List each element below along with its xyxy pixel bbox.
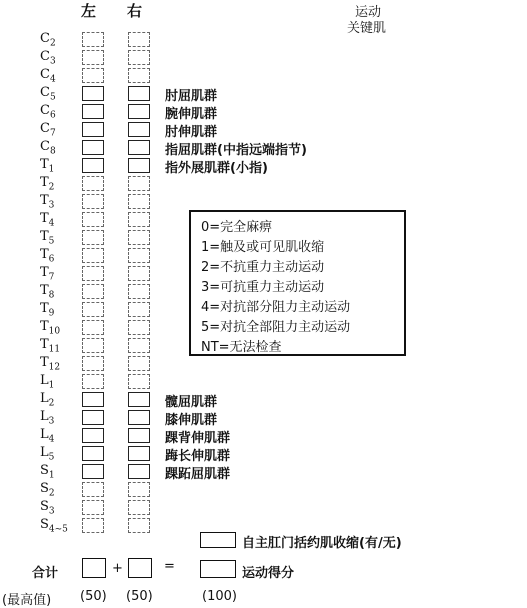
right-grade-box: [128, 338, 150, 353]
left-grade-box[interactable]: [82, 464, 104, 479]
right-grade-box[interactable]: [128, 140, 150, 155]
segment-number: 6: [48, 254, 55, 265]
segment-letter: T: [40, 193, 49, 208]
right-grade-box: [128, 230, 150, 245]
key-muscle-label: 踝跖屈肌群: [165, 467, 231, 482]
right-grade-box: [128, 212, 150, 227]
segment-number: 7: [48, 272, 55, 283]
segment-number: 5: [48, 452, 55, 463]
key-muscle-label: 膝伸肌群: [165, 413, 218, 428]
left-grade-box[interactable]: [82, 392, 104, 407]
left-grade-box: [82, 194, 104, 209]
right-total-box[interactable]: [128, 558, 152, 578]
left-grade-box: [82, 500, 104, 515]
segment-number: 4: [48, 218, 55, 229]
motor-score-box[interactable]: [200, 560, 236, 578]
left-grade-box[interactable]: [82, 446, 104, 461]
left-grade-box: [82, 338, 104, 353]
right-grade-box: [128, 266, 150, 281]
right-grade-box: [128, 374, 150, 389]
segment-letter: T: [40, 157, 49, 172]
key-muscle-label: 指屈肌群(中指远端指节): [165, 143, 307, 158]
segment-number: 8: [48, 290, 55, 301]
segment-letter: C: [40, 67, 50, 82]
left-grade-box: [82, 482, 104, 497]
left-grade-box[interactable]: [82, 410, 104, 425]
segment-letter: T: [40, 301, 49, 316]
segment-letter: S: [40, 517, 49, 532]
left-grade-box[interactable]: [82, 140, 104, 155]
right-grade-box: [128, 482, 150, 497]
segment-number: 3: [49, 56, 56, 67]
right-grade-box: [128, 302, 150, 317]
segment-number: 1: [48, 470, 55, 481]
left-grade-box: [82, 68, 104, 83]
header-key-muscles: 关键肌: [347, 21, 387, 36]
right-grade-box[interactable]: [128, 428, 150, 443]
right-grade-box[interactable]: [128, 122, 150, 137]
key-muscle-label: 髋屈肌群: [165, 395, 218, 410]
key-muscle-label: 肘伸肌群: [165, 125, 218, 140]
segment-number: 3: [48, 416, 55, 427]
segment-letter: T: [40, 355, 49, 370]
segment-number: 1: [48, 164, 55, 175]
right-grade-box: [128, 68, 150, 83]
key-muscle-label: 踝背伸肌群: [165, 431, 231, 446]
legend-item: 1=触及或可见肌收缩: [201, 240, 325, 255]
segment-number: 4: [49, 74, 56, 85]
motor-score-label: 运动得分: [242, 566, 295, 581]
segment-number: 1: [48, 380, 55, 391]
right-grade-box[interactable]: [128, 158, 150, 173]
segment-letter: L: [40, 427, 49, 442]
left-grade-box[interactable]: [82, 104, 104, 119]
right-grade-box[interactable]: [128, 446, 150, 461]
legend-item: NT=无法检查: [201, 340, 282, 355]
equals-sign: =: [164, 559, 175, 574]
left-grade-box[interactable]: [82, 428, 104, 443]
segment-number: 4~5: [48, 524, 68, 535]
left-grade-box: [82, 248, 104, 263]
left-grade-box: [82, 518, 104, 533]
left-grade-box[interactable]: [82, 158, 104, 173]
segment-letter: C: [40, 31, 50, 46]
key-muscle-label: 腕伸肌群: [165, 107, 218, 122]
segment-number: 12: [48, 362, 61, 373]
left-grade-box: [82, 32, 104, 47]
segment-number: 8: [49, 146, 56, 157]
legend-item: 0=完全麻痹: [201, 220, 273, 235]
anal-contraction-label: 自主肛门括约肌收缩(有/无): [242, 536, 402, 551]
plus-sign: +: [112, 561, 123, 576]
segment-letter: S: [40, 463, 49, 478]
segment-letter: T: [40, 211, 49, 226]
max-right: (50): [126, 589, 153, 604]
left-grade-box: [82, 176, 104, 191]
segment-number: 3: [48, 200, 55, 211]
right-grade-box[interactable]: [128, 104, 150, 119]
right-grade-box: [128, 194, 150, 209]
right-grade-box: [128, 284, 150, 299]
segment-letter: T: [40, 265, 49, 280]
segment-number: 2: [48, 488, 55, 499]
left-grade-box: [82, 230, 104, 245]
segment-number: 9: [48, 308, 55, 319]
segment-letter: T: [40, 283, 49, 298]
left-grade-box[interactable]: [82, 122, 104, 137]
segment-number: 4: [48, 434, 55, 445]
right-grade-box[interactable]: [128, 86, 150, 101]
right-grade-box: [128, 176, 150, 191]
header-left: 左: [81, 2, 98, 20]
segment-letter: C: [40, 139, 50, 154]
segment-number: 11: [48, 344, 61, 355]
max-total: (100): [202, 589, 237, 604]
legend-item: 2=不抗重力主动运动: [201, 260, 325, 275]
segment-letter: L: [40, 373, 49, 388]
left-grade-box[interactable]: [82, 86, 104, 101]
segment-letter: C: [40, 49, 50, 64]
segment-number: 3: [48, 506, 55, 517]
segment-letter: T: [40, 337, 49, 352]
key-muscle-label: 肘屈肌群: [165, 89, 218, 104]
total-label: 合计: [32, 566, 59, 581]
segment-letter: T: [40, 229, 49, 244]
right-grade-box: [128, 500, 150, 515]
left-grade-box: [82, 212, 104, 227]
left-grade-box: [82, 266, 104, 281]
legend-item: 5=对抗全部阻力主动运动: [201, 320, 351, 335]
max-left: (50): [80, 589, 107, 604]
right-grade-box: [128, 32, 150, 47]
segment-label: [40, 516, 76, 539]
anal-contraction-box[interactable]: [200, 532, 236, 548]
right-grade-box: [128, 518, 150, 533]
segment-number: 2: [49, 38, 56, 49]
right-grade-box[interactable]: [128, 410, 150, 425]
right-grade-box: [128, 320, 150, 335]
segment-letter: S: [40, 499, 49, 514]
left-grade-box: [82, 284, 104, 299]
segment-letter: T: [40, 175, 49, 190]
segment-number: 7: [49, 128, 56, 139]
segment-number: 5: [49, 92, 56, 103]
segment-number: 6: [49, 110, 56, 121]
key-muscle-label: 踇长伸肌群: [165, 449, 231, 464]
segment-letter: L: [40, 391, 49, 406]
max-label: (最高值): [2, 593, 52, 608]
left-grade-box: [82, 374, 104, 389]
left-grade-box: [82, 50, 104, 65]
legend-item: 3=可抗重力主动运动: [201, 280, 325, 295]
grade-legend: [189, 210, 406, 356]
segment-letter: C: [40, 103, 50, 118]
segment-letter: L: [40, 445, 49, 460]
segment-number: 2: [48, 182, 55, 193]
right-grade-box: [128, 356, 150, 371]
right-grade-box: [128, 248, 150, 263]
segment-number: 10: [48, 326, 61, 337]
left-grade-box: [82, 320, 104, 335]
segment-number: 5: [48, 236, 55, 247]
header-right: 右: [127, 2, 144, 20]
segment-letter: C: [40, 121, 50, 136]
header-motor: 运动: [355, 5, 382, 20]
right-grade-box: [128, 50, 150, 65]
left-grade-box: [82, 356, 104, 371]
segment-number: 2: [48, 398, 55, 409]
segment-letter: L: [40, 409, 49, 424]
segment-letter: S: [40, 481, 49, 496]
segment-letter: T: [40, 247, 49, 262]
right-grade-box[interactable]: [128, 392, 150, 407]
legend-item: 4=对抗部分阻力主动运动: [201, 300, 351, 315]
left-total-box[interactable]: [82, 558, 106, 578]
right-grade-box[interactable]: [128, 464, 150, 479]
segment-letter: T: [40, 319, 49, 334]
segment-letter: C: [40, 85, 50, 100]
key-muscle-label: 指外展肌群(小指): [165, 161, 268, 176]
left-grade-box: [82, 302, 104, 317]
